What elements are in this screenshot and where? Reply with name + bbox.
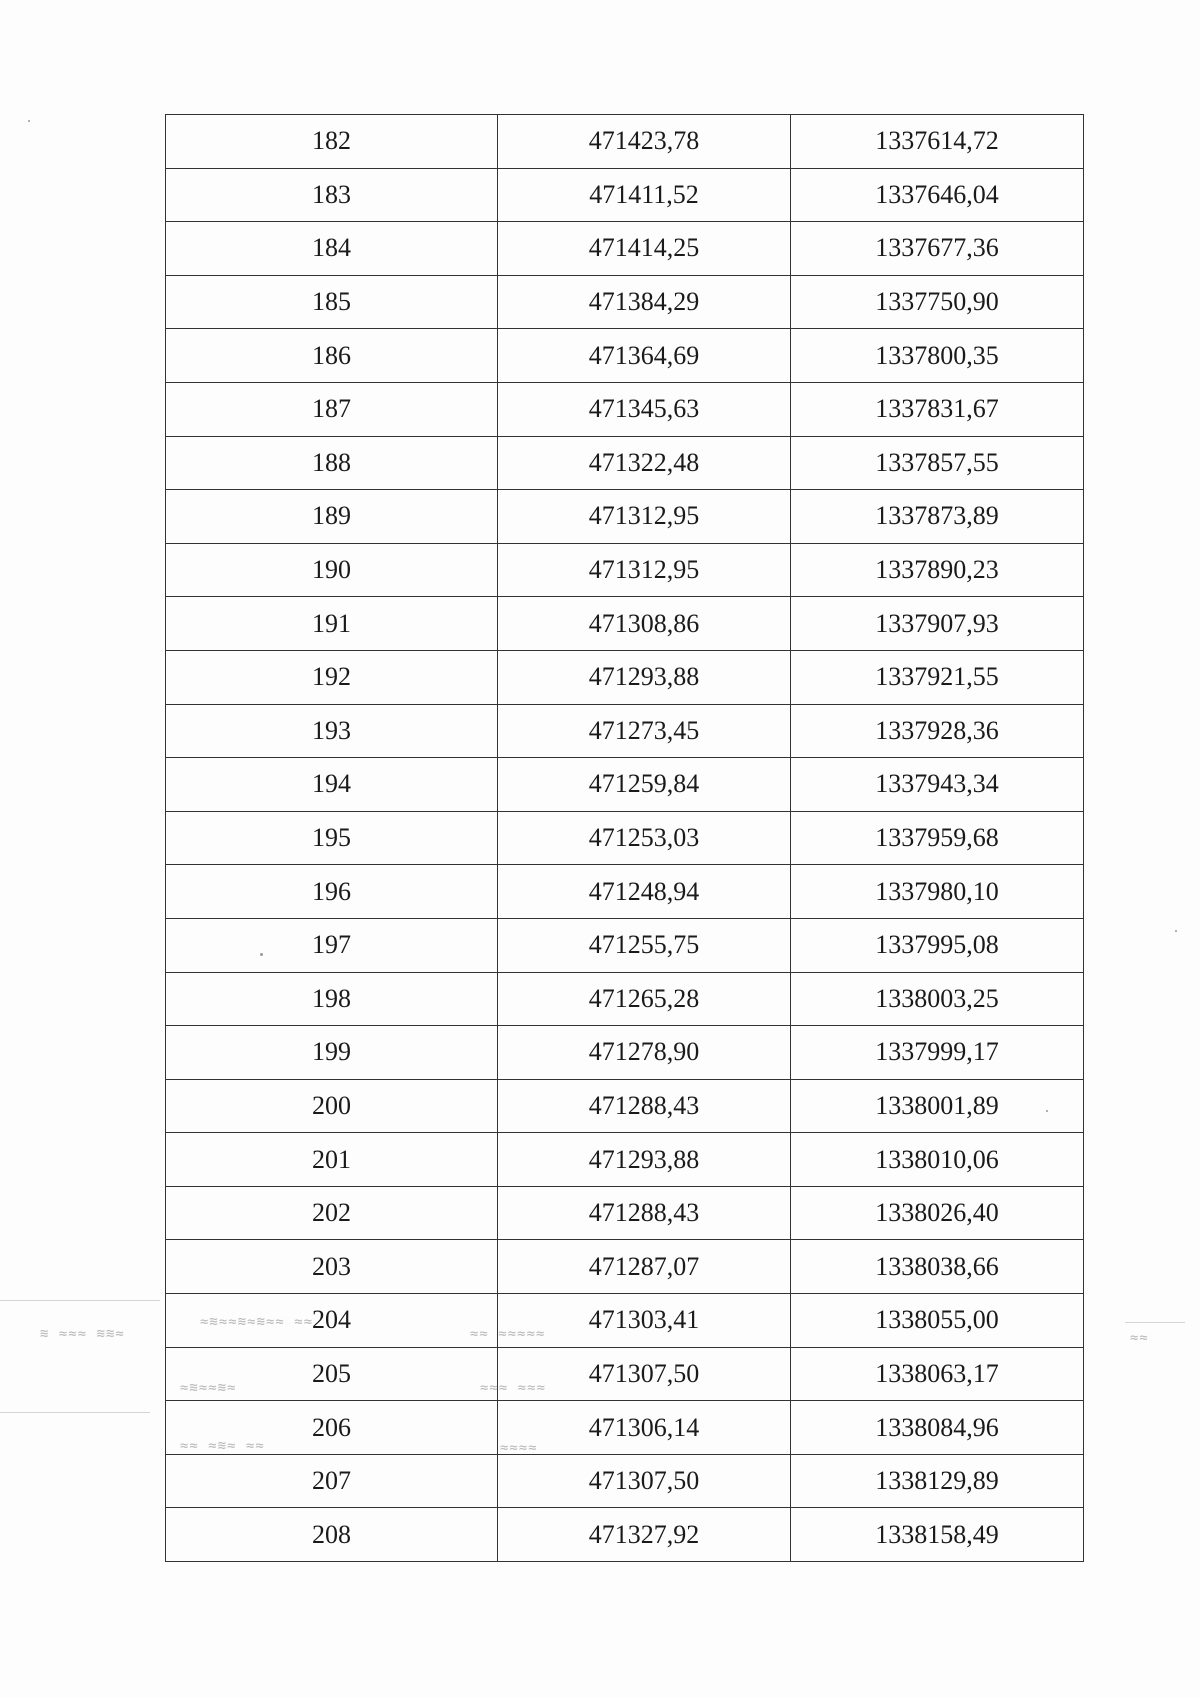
x-coordinate-cell: 471278,90 [498,1026,791,1080]
table-row [166,329,1084,383]
x-coordinate-cell: 471414,25 [498,222,791,276]
y-coordinate-cell: 1337873,89 [791,490,1084,544]
y-coordinate-cell: 1337959,68 [791,811,1084,865]
point-number-cell: 204 [166,1294,498,1348]
y-coordinate-cell: 1337980,10 [791,865,1084,919]
y-coordinate-cell: 1338055,00 [791,1294,1084,1348]
y-coordinate-cell: 1338129,89 [791,1454,1084,1508]
x-coordinate-cell: 471303,41 [498,1294,791,1348]
x-coordinate-cell: 471248,94 [498,865,791,919]
scan-artifact-text: ≈≋≈≈≋≈ [180,1380,237,1396]
y-coordinate-cell: 1338001,89 [791,1079,1084,1133]
point-number-cell: 194 [166,758,498,812]
y-coordinate-cell: 1338063,17 [791,1347,1084,1401]
x-coordinate-cell: 471312,95 [498,490,791,544]
x-coordinate-cell: 471253,03 [498,811,791,865]
point-number-cell: 201 [166,1133,498,1187]
x-coordinate-cell: 471423,78 [498,115,791,169]
scan-speck [1175,930,1177,932]
point-number-cell: 193 [166,704,498,758]
x-coordinate-cell: 471411,52 [498,168,791,222]
y-coordinate-cell: 1337995,08 [791,918,1084,972]
scan-artifact-text: ≈≈ ≈≈≈≈≈ [470,1326,546,1342]
y-coordinate-cell: 1338003,25 [791,972,1084,1026]
point-number-cell: 199 [166,1026,498,1080]
point-number-cell: 188 [166,436,498,490]
table-row [166,758,1084,812]
y-coordinate-cell: 1337614,72 [791,115,1084,169]
point-number-cell: 198 [166,972,498,1026]
table-row [166,382,1084,436]
y-coordinate-cell: 1338026,40 [791,1186,1084,1240]
table-row [166,1186,1084,1240]
table-row [166,597,1084,651]
y-coordinate-cell: 1338084,96 [791,1401,1084,1455]
point-number-cell: 182 [166,115,498,169]
y-coordinate-cell: 1337800,35 [791,329,1084,383]
scan-speck [28,120,30,122]
x-coordinate-cell: 471312,95 [498,543,791,597]
table-row [166,115,1084,169]
point-number-cell: 189 [166,490,498,544]
y-coordinate-cell: 1338158,49 [791,1508,1084,1562]
y-coordinate-cell: 1337857,55 [791,436,1084,490]
coordinates-table-body [166,115,1084,1562]
table-row [166,168,1084,222]
y-coordinate-cell: 1337646,04 [791,168,1084,222]
x-coordinate-cell: 471288,43 [498,1186,791,1240]
point-number-cell: 187 [166,382,498,436]
scan-artifact-text: ≋ ≈≈≈ ≋≋≈ [40,1326,125,1342]
point-number-cell: 191 [166,597,498,651]
x-coordinate-cell: 471308,86 [498,597,791,651]
point-number-cell: 186 [166,329,498,383]
point-number-cell: 185 [166,275,498,329]
point-number-cell: 190 [166,543,498,597]
table-row [166,222,1084,276]
scan-artifact-line [0,1412,150,1413]
table-row [166,650,1084,704]
scan-artifact-line [1125,1322,1185,1323]
point-number-cell: 205 [166,1347,498,1401]
point-number-cell: 208 [166,1508,498,1562]
point-number-cell: 196 [166,865,498,919]
point-number-cell: 207 [166,1454,498,1508]
table-row [166,1401,1084,1455]
y-coordinate-cell: 1337999,17 [791,1026,1084,1080]
x-coordinate-cell: 471384,29 [498,275,791,329]
y-coordinate-cell: 1337890,23 [791,543,1084,597]
scan-artifact-text: ≈≈≈ ≈≈≈ [480,1380,547,1396]
x-coordinate-cell: 471307,50 [498,1347,791,1401]
y-coordinate-cell: 1338038,66 [791,1240,1084,1294]
table-row [166,1508,1084,1562]
table-row [166,490,1084,544]
table-row [166,275,1084,329]
x-coordinate-cell: 471306,14 [498,1401,791,1455]
point-number-cell: 202 [166,1186,498,1240]
point-number-cell: 195 [166,811,498,865]
table-row [166,1133,1084,1187]
x-coordinate-cell: 471265,28 [498,972,791,1026]
x-coordinate-cell: 471288,43 [498,1079,791,1133]
x-coordinate-cell: 471259,84 [498,758,791,812]
point-number-cell: 184 [166,222,498,276]
scan-artifact-text: ≈≈≈≈ [500,1440,538,1456]
x-coordinate-cell: 471255,75 [498,918,791,972]
table-row [166,1454,1084,1508]
x-coordinate-cell: 471293,88 [498,650,791,704]
y-coordinate-cell: 1337943,34 [791,758,1084,812]
x-coordinate-cell: 471307,50 [498,1454,791,1508]
scan-artifact-line [0,1300,160,1301]
table-row [166,811,1084,865]
table-row [166,1026,1084,1080]
y-coordinate-cell: 1337750,90 [791,275,1084,329]
y-coordinate-cell: 1337928,36 [791,704,1084,758]
scan-speck [1046,1110,1048,1112]
x-coordinate-cell: 471273,45 [498,704,791,758]
x-coordinate-cell: 471345,63 [498,382,791,436]
y-coordinate-cell: 1337677,36 [791,222,1084,276]
x-coordinate-cell: 471293,88 [498,1133,791,1187]
point-number-cell: 183 [166,168,498,222]
table-row [166,918,1084,972]
x-coordinate-cell: 471364,69 [498,329,791,383]
point-number-cell: 200 [166,1079,498,1133]
table-row [166,1079,1084,1133]
table-row [166,543,1084,597]
scan-artifact-text: ≈≈ ≈≋≈ ≈≈ [180,1438,265,1454]
coordinates-table [165,114,1084,1562]
x-coordinate-cell: 471322,48 [498,436,791,490]
table-row [166,704,1084,758]
table-row [166,1240,1084,1294]
scan-artifact-text: ≈≈ [1130,1330,1149,1346]
point-number-cell: 192 [166,650,498,704]
y-coordinate-cell: 1337907,93 [791,597,1084,651]
x-coordinate-cell: 471287,07 [498,1240,791,1294]
table-row [166,1347,1084,1401]
y-coordinate-cell: 1338010,06 [791,1133,1084,1187]
point-number-cell: 197 [166,918,498,972]
point-number-cell: 203 [166,1240,498,1294]
y-coordinate-cell: 1337921,55 [791,650,1084,704]
scan-artifact-text: ≈≋≈≈≋≈≋≈≈ ≈≈ [200,1314,314,1330]
y-coordinate-cell: 1337831,67 [791,382,1084,436]
table-row [166,865,1084,919]
x-coordinate-cell: 471327,92 [498,1508,791,1562]
point-number-cell: 206 [166,1401,498,1455]
table-row [166,972,1084,1026]
scan-speck [260,953,263,956]
table-row [166,436,1084,490]
